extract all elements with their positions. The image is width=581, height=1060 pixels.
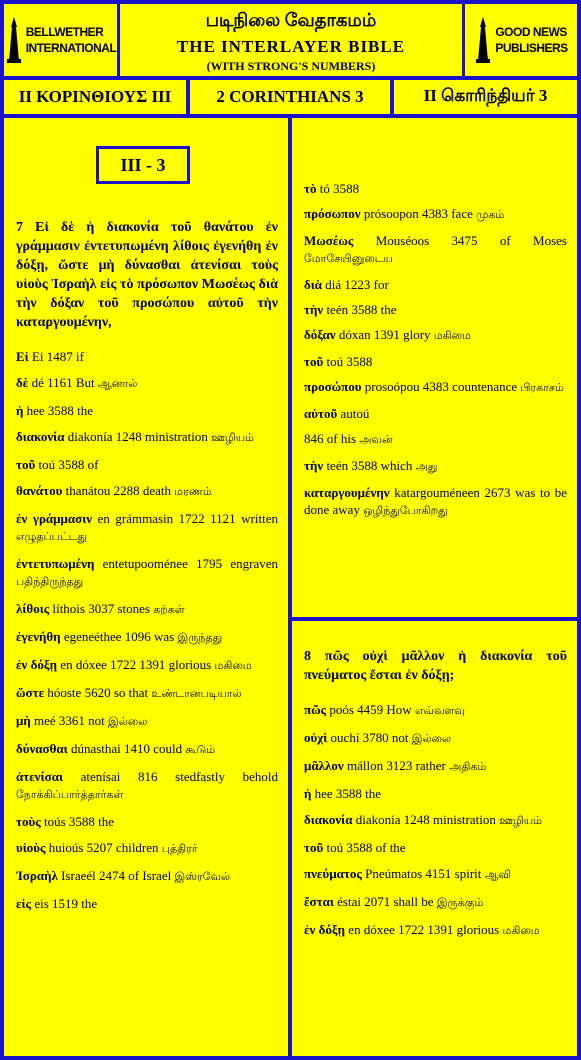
greek-word: μᾶλλον (304, 758, 344, 773)
logo-left-line1: BELLWETHER (25, 25, 104, 39)
transliteration-strongs-english: Mouséoos 3475 of Moses (375, 233, 567, 248)
greek-word: αὐτοῦ (304, 406, 338, 421)
word-entry (16, 456, 278, 473)
transliteration-strongs-english: 846 of his (304, 431, 356, 446)
word-entry (304, 301, 567, 318)
word-entry (16, 895, 278, 912)
tamil-gloss: மரணம் (174, 486, 212, 498)
greek-word: ἀτενίσαι (16, 769, 63, 784)
greek-word: ὥστε (16, 685, 45, 700)
tamil-gloss: இருக்கும் (436, 897, 484, 909)
word-entry (304, 232, 567, 268)
greek-word: ἡ (16, 403, 24, 418)
tamil-gloss: மகிமை (433, 330, 471, 342)
tamil-gloss: எவ்வளவு (414, 705, 466, 717)
transliteration-strongs-english: eis 1519 the (34, 896, 98, 911)
right-bottom-column (292, 621, 577, 1056)
transliteration-strongs-english: en dóxee 1722 1391 glorious (348, 922, 500, 937)
tamil-gloss: ஒழிந்துபோகிறது (363, 505, 448, 517)
transliteration-strongs-english: teén 3588 the (326, 302, 397, 317)
transliteration-strongs-english: éstai 2071 shall be (337, 894, 434, 909)
tamil-gloss: அதிகம் (449, 761, 487, 773)
greek-word: Μωσέως (304, 233, 354, 248)
header-title-box (120, 4, 462, 76)
transliteration-strongs-english: poós 4459 How (329, 702, 412, 717)
tamil-gloss: ஆவி (484, 869, 512, 881)
word-entry (16, 768, 278, 804)
greek-word: οὐχὶ (304, 730, 328, 745)
transliteration-strongs-english: egeneéthee 1096 was (63, 629, 175, 644)
tamil-gloss: இல்லை (108, 716, 148, 728)
ref-greek: ΙΙ ΚΟΡΙΝΘΙΟΥΣ ΙΙΙ (4, 80, 186, 114)
transliteration-strongs-english: mállon 3123 rather (346, 758, 446, 773)
transliteration-strongs-english: thanátou 2288 death (65, 483, 172, 498)
tamil-gloss: மகிமை (214, 660, 252, 672)
tamil-gloss: முகம் (476, 209, 505, 221)
transliteration-strongs-english: entetupooménee 1795 engraven (102, 556, 279, 571)
greek-word: τοῦ (16, 457, 36, 472)
tamil-gloss: கற்கள் (153, 604, 185, 616)
transliteration-strongs-english: hee 3588 the (314, 786, 382, 801)
greek-word: μὴ (16, 713, 31, 728)
bellwether-tower-icon (5, 17, 23, 63)
ref-tamil: II கொரிந்தியர் 3 (394, 80, 577, 114)
word-entry (16, 628, 278, 647)
tamil-gloss: பிரகாசம் (520, 382, 564, 394)
transliteration-strongs-english: dé 1161 But (31, 375, 95, 390)
greek-word: θανάτου (16, 483, 63, 498)
transliteration-strongs-english: katargouméneen 2673 was to be done away (304, 485, 567, 517)
word-entry (304, 701, 567, 720)
tamil-gloss: உண்டானபடியால் (151, 688, 242, 700)
transliteration-strongs-english: ouchí 3780 not (330, 730, 409, 745)
transliteration-strongs-english: atenísai 816 stedfastly behold (80, 769, 278, 784)
greek-word: λίθοις (16, 601, 50, 616)
greek-word: τὸ (304, 181, 317, 196)
transliteration-strongs-english: dóxan 1391 glory (338, 327, 431, 342)
greek-word: εἰς (16, 896, 32, 911)
transliteration-strongs-english: prósoopon 4383 face (363, 206, 473, 221)
greek-word: ἐντετυπωμένη (16, 556, 95, 571)
greek-word: ἡ (304, 786, 312, 801)
ref-english: 2 CORINTHIANS 3 (190, 80, 390, 114)
tamil-gloss: ஆனால் (97, 378, 138, 390)
transliteration-strongs-english: toú 3588 of the (326, 840, 406, 855)
word-entry (304, 353, 567, 370)
greek-word: προσώπου (304, 379, 362, 394)
greek-word: διακονία (16, 429, 65, 444)
greek-word: ἐν δόξῃ (304, 922, 346, 937)
header-subtitle: (WITH STRONG'S NUMBERS) (206, 59, 376, 73)
word-entry (304, 326, 567, 345)
logo-left-line2: INTERNATIONAL (25, 41, 117, 55)
tamil-gloss: புத்திரர் (161, 843, 198, 855)
transliteration-strongs-english: toús 3588 the (43, 814, 115, 829)
logo-right-line2: PUBLISHERS (495, 41, 568, 55)
right-bottom-word-list (304, 701, 567, 940)
logo-right-line1: GOOD NEWS (495, 25, 567, 39)
greek-word: τὴν (304, 302, 324, 317)
tamil-gloss: ஊழியம் (211, 432, 255, 444)
word-entry (16, 555, 278, 591)
transliteration-strongs-english: Ei 1487 if (31, 349, 84, 364)
word-entry (16, 428, 278, 447)
word-entry (304, 921, 567, 940)
word-entry (304, 457, 567, 476)
tamil-gloss: எழுதப்பட்டது (16, 531, 87, 543)
right-top-column (292, 118, 577, 617)
good-news-tower-icon (474, 17, 492, 63)
transliteration-strongs-english: prosoópou 4383 countenance (364, 379, 518, 394)
word-entry (304, 729, 567, 748)
word-entry (16, 510, 278, 546)
greek-word: ἐν δόξῃ (16, 657, 58, 672)
word-entry (304, 865, 567, 884)
tamil-gloss: நோக்கிப்பார்த்தார்கள் (16, 789, 124, 801)
right-top-word-list (304, 180, 567, 520)
greek-word: ἔσται (304, 894, 334, 909)
word-entry (16, 600, 278, 619)
transliteration-strongs-english: Pneúmatos 4151 spirit (365, 866, 482, 881)
tamil-gloss: இருந்தது (177, 632, 223, 644)
transliteration-strongs-english: meé 3361 not (34, 713, 105, 728)
transliteration-strongs-english: huioús 5207 children (48, 840, 159, 855)
word-entry (304, 180, 567, 197)
transliteration-strongs-english: en grámmasin 1722 1121 written (97, 511, 279, 526)
greek-word: Ἰσραὴλ (16, 868, 58, 883)
word-entry (304, 378, 567, 397)
logo-left (4, 4, 117, 76)
word-entry (16, 740, 278, 759)
verse-8-greek: 8 πῶς οὐχὶ μᾶλλον ἡ διακονία τοῦ πνεύματος ἔσται ἐν δόξῃ; (304, 649, 567, 683)
word-entry (16, 684, 278, 703)
word-entry (304, 811, 567, 830)
greek-word: καταργουμένην (304, 485, 390, 500)
word-entry (16, 813, 278, 830)
tamil-gloss: ஊழியம் (499, 815, 543, 827)
greek-word: τοῦ (304, 354, 324, 369)
transliteration-strongs-english: tó 3588 (319, 181, 360, 196)
transliteration-strongs-english: en dóxee 1722 1391 glorious (60, 657, 212, 672)
greek-word: ἐγενήθη (16, 629, 61, 644)
tamil-gloss: கூடும் (185, 744, 216, 756)
transliteration-strongs-english: hóoste 5620 so that (47, 685, 149, 700)
transliteration-strongs-english: diakonía 1248 ministration (355, 812, 496, 827)
word-entry (304, 430, 567, 449)
logo-right (465, 4, 577, 76)
tamil-gloss: மோசேயினுடைய (304, 253, 393, 265)
tamil-gloss: பதிந்திருந்தது (16, 576, 84, 588)
word-entry (16, 348, 278, 365)
word-entry (304, 205, 567, 224)
transliteration-strongs-english: toú 3588 of (38, 457, 99, 472)
word-entry (304, 276, 567, 293)
transliteration-strongs-english: toú 3588 (326, 354, 373, 369)
greek-word: υἱοὺς (16, 840, 46, 855)
transliteration-strongs-english: teén 3588 which (326, 458, 413, 473)
tamil-gloss: அது (415, 461, 438, 473)
greek-word: διὰ (304, 277, 323, 292)
tamil-gloss: மகிமை (502, 925, 540, 937)
greek-word: τοῦ (304, 840, 324, 855)
transliteration-strongs-english: diakonía 1248 ministration (67, 429, 208, 444)
word-entry (304, 785, 567, 802)
transliteration-strongs-english: autoú (340, 406, 370, 421)
tamil-gloss: இஸ்ரவேல் (174, 871, 231, 883)
transliteration-strongs-english: Israeél 2474 of Israel (61, 868, 172, 883)
header-title: THE INTERLAYER BIBLE (176, 37, 406, 56)
word-entry (304, 757, 567, 776)
greek-word: πῶς (304, 702, 327, 717)
tamil-gloss: இல்லை (411, 733, 452, 745)
word-entry (16, 374, 278, 393)
transliteration-strongs-english: diá 1223 for (325, 277, 389, 292)
word-entry (16, 402, 278, 419)
word-entry (16, 656, 278, 675)
word-entry (304, 405, 567, 422)
transliteration-strongs-english: líthois 3037 stones (52, 601, 150, 616)
greek-word: πνεύματος (304, 866, 362, 881)
greek-word: δὲ (16, 375, 29, 390)
transliteration-strongs-english: dúnasthai 1410 could (70, 741, 183, 756)
left-column (4, 118, 288, 1056)
word-entry (304, 484, 567, 520)
tamil-gloss: அவன் (359, 434, 393, 446)
word-entry (16, 482, 278, 501)
greek-word: δύνασθαι (16, 741, 68, 756)
word-entry (304, 893, 567, 912)
word-entry (16, 712, 278, 731)
greek-word: δόξαν (304, 327, 336, 342)
word-entry (16, 839, 278, 858)
greek-word: τοὺς (16, 814, 41, 829)
verse-7-greek: 7 Εἰ δὲ ἡ διακονία τοῦ θανάτου ἐν γράμμασιν ἐντετυπωμένη λίθοις ἐγενήθη ἐν δόξῃ, ὥστε μὴ δύνασθαι ἀτενίσαι τοὺς υἱοὺς Ἰσραὴλ εἰς τὸ πρόσωπον Μωσέως διὰ τὴν δόξαν τοῦ προσώπου αὐτοῦ τὴν καταργουμένην, (16, 220, 278, 330)
word-entry (304, 839, 567, 856)
greek-word: διακονία (304, 812, 353, 827)
transliteration-strongs-english: hee 3588 the (26, 403, 94, 418)
greek-word: τὴν (304, 458, 324, 473)
word-entry (16, 867, 278, 886)
greek-word: πρόσωπον (304, 206, 361, 221)
header-tamil: படிநிலை வேதாகமம் (205, 10, 377, 30)
chapter-badge: III - 3 (96, 146, 190, 184)
greek-word: Εἰ (16, 349, 29, 364)
left-word-list (16, 348, 278, 912)
greek-word: ἐν γράμμασιν (16, 511, 93, 526)
